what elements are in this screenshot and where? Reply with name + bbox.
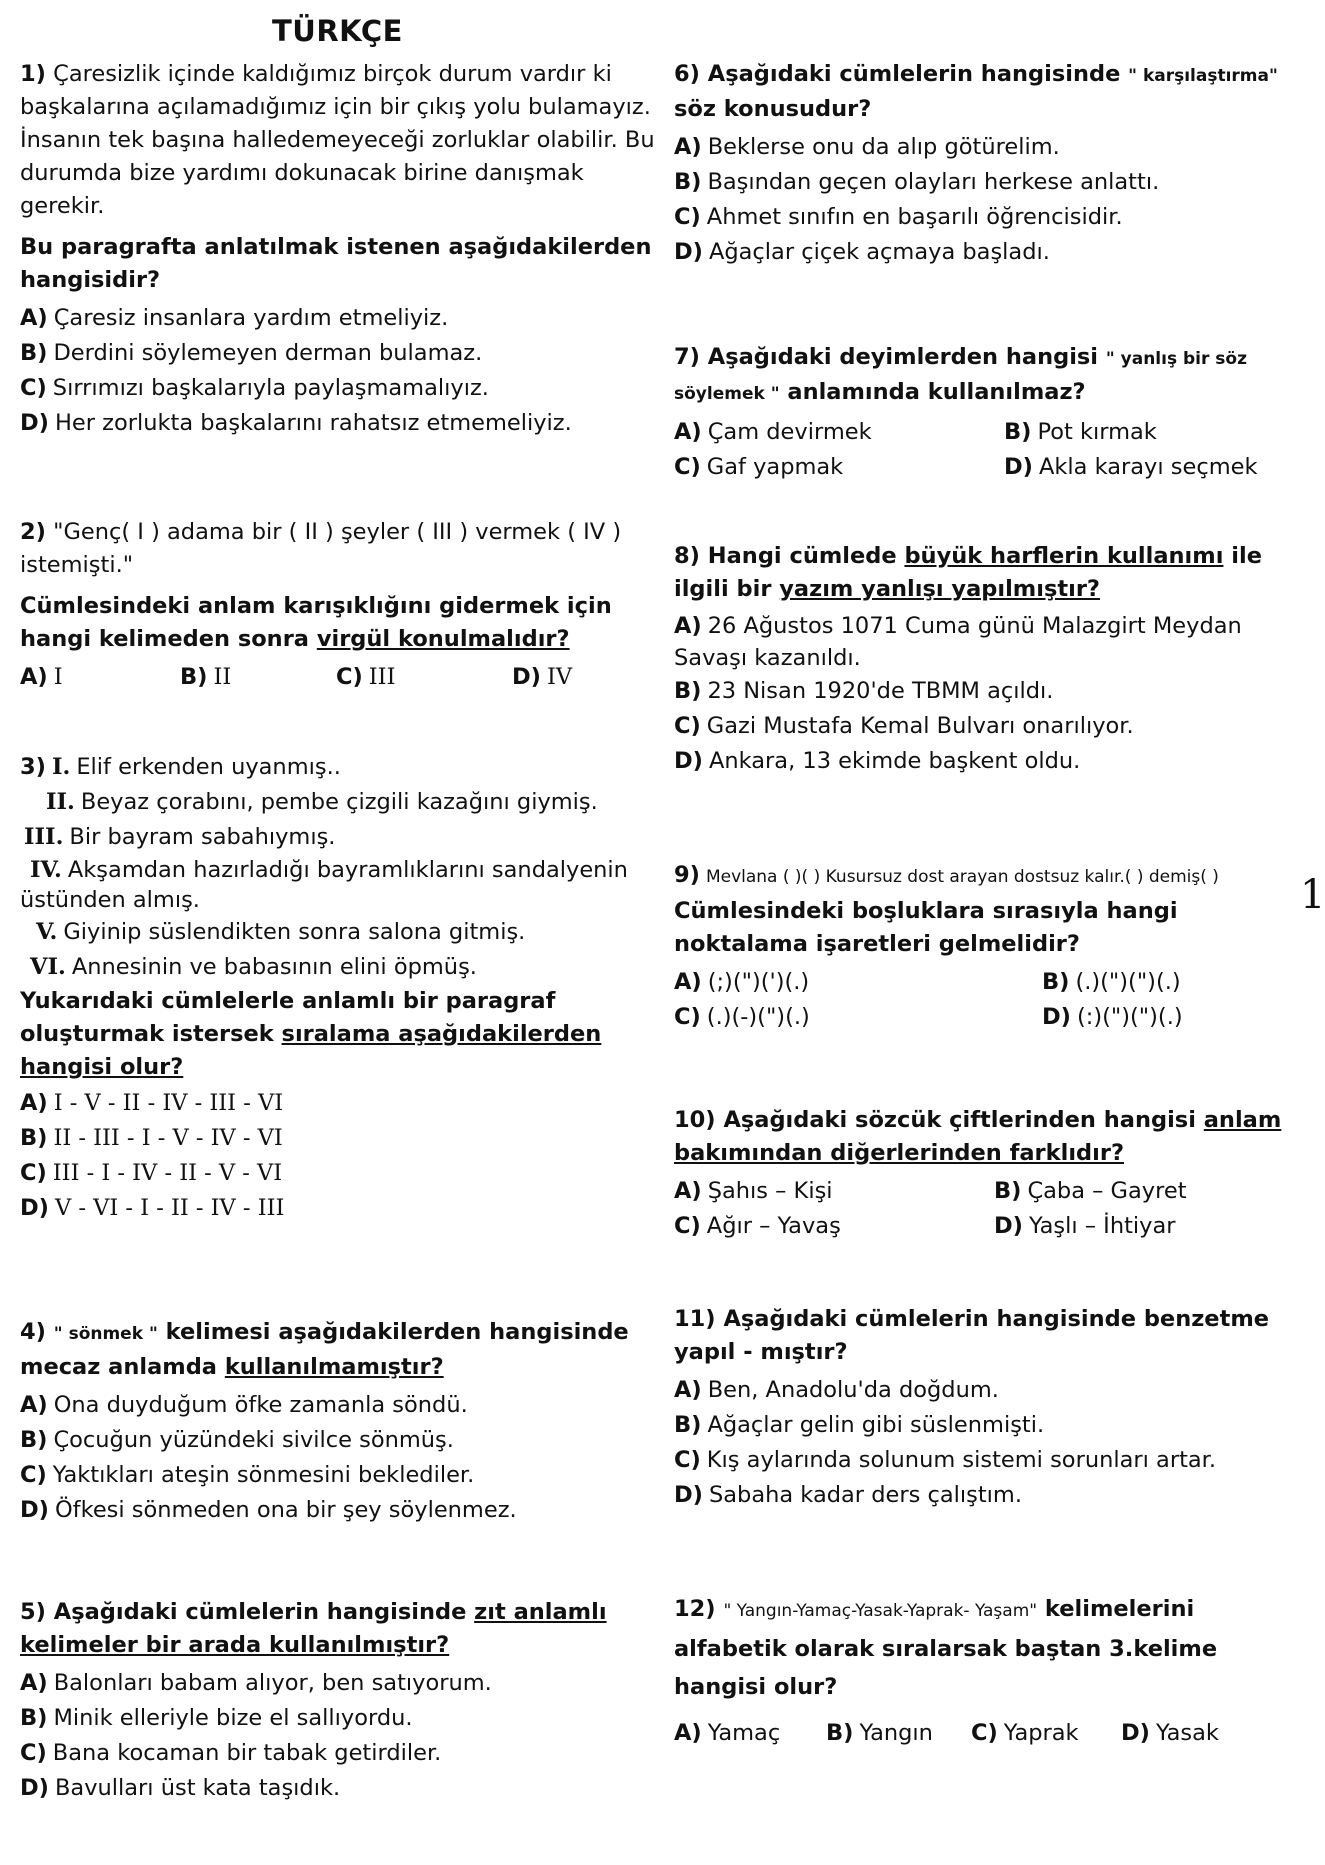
q9-option-a[interactable]: A) (;)(")(')(.) (674, 969, 810, 995)
q7-option-c[interactable]: C) Gaf yapmak (674, 454, 844, 480)
q2-text: 2) "Genç( I ) adama bir ( II ) şeyler ( III ) vermek ( IV ) istemişti." (20, 519, 622, 578)
q7-options-row2 (674, 450, 1314, 485)
q3-item-4-cont: üstünden almış. (20, 887, 200, 913)
q12-option-c[interactable]: C) Yaprak (971, 1720, 1079, 1746)
q3-item-6: VI. Annesinin ve babasının elini öpmüş. (30, 954, 477, 980)
q2-question: Cümlesindeki anlam karışıklığını gidermek için hangi kelimeden sonra virgül konulmalıdır? (20, 593, 612, 652)
q3-option-a[interactable]: A) I - V - II - IV - III - VI (20, 1090, 284, 1116)
q2-option-a[interactable]: A) I (20, 664, 63, 690)
q7-option-b[interactable]: B) Pot kırmak (1004, 419, 1157, 445)
q2-option-c[interactable]: C) III (336, 664, 396, 690)
q1-text: Çaresizlik içinde kaldığımız birçok durum vardır ki başkalarına açılamadığımız için bir çıkış yolu bulamayız. İnsanın tek başına halledemeyeceği zorluklar olabilir. Bu durumda bize yardımı dokunacak birine danışmak gerekir. (20, 61, 655, 219)
question-12 (674, 1590, 1314, 1751)
question-1 (20, 58, 660, 441)
q7-question: 7) Aşağıdaki deyimlerden hangisi " yanlış bir söz söylemek " anlamında kullanılmaz? (674, 344, 1247, 405)
q6-option-d[interactable]: D) Ağaçlar çiçek açmaya başladı. (674, 239, 1050, 265)
q6-option-b[interactable]: B) Başından geçen olayları herkese anlattı. (674, 169, 1160, 195)
q11-option-b[interactable]: B) Ağaçlar gelin gibi süslenmişti. (674, 1412, 1045, 1438)
question-8 (674, 540, 1314, 779)
q10-option-a[interactable]: A) Şahıs – Kişi (674, 1178, 833, 1204)
q11-question: 11) Aşağıdaki cümlelerin hangisinde benzetme yapıl - mıştır? (674, 1306, 1270, 1365)
page-title: TÜRKÇE (272, 14, 403, 48)
page-number: 1 (1300, 872, 1325, 918)
question-9 (674, 858, 1314, 1035)
q3-option-d[interactable]: D) V - VI - I - II - IV - III (20, 1195, 285, 1221)
q4-option-b[interactable]: B) Çocuğun yüzündeki sivilce sönmüş. (20, 1427, 454, 1453)
q3-option-b[interactable]: B) II - III - I - V - IV - VI (20, 1125, 283, 1151)
q9-question: Cümlesindeki boşluklara sırasıyla hangi noktalama işaretleri gelmelidir? (674, 898, 1178, 957)
q1-passage (20, 58, 660, 223)
q9-option-b[interactable]: B) (.)(")(")(.) (1042, 969, 1181, 995)
q1-option-b[interactable]: B) Derdini söylemeyen derman bulamaz. (20, 340, 483, 366)
q11-option-d[interactable]: D) Sabaha kadar ders çalıştım. (674, 1482, 1022, 1508)
q5-option-c[interactable]: C) Bana kocaman bir tabak getirdiler. (20, 1740, 442, 1766)
q5-option-a[interactable]: A) Balonları babam alıyor, ben satıyorum. (20, 1670, 492, 1696)
q1-option-c[interactable]: C) Sırrımızı başkalarıyla paylaşmamalıyız. (20, 375, 489, 401)
q6-option-a[interactable]: A) Beklerse onu da alıp götürelim. (674, 134, 1060, 160)
q4-option-a[interactable]: A) Ona duyduğum öfke zamanla söndü. (20, 1392, 468, 1418)
q10-question: 10) Aşağıdaki sözcük çiftlerinden hangisi anlam bakımından diğerlerinden farklıdır? (674, 1107, 1282, 1166)
q12-option-b[interactable]: B) Yangın (826, 1720, 933, 1746)
q2-option-b[interactable]: B) II (180, 664, 232, 690)
q4-option-c[interactable]: C) Yaktıkları ateşin sönmesini beklediler. (20, 1462, 475, 1488)
q8-option-b[interactable]: B) 23 Nisan 1920'de TBMM açıldı. (674, 678, 1054, 704)
q3-item-4: IV. Akşamdan hazırladığı bayramlıklarını sandalyenin (30, 857, 628, 883)
q11-option-a[interactable]: A) Ben, Anadolu'da doğdum. (674, 1377, 999, 1403)
q12-question: 12) " Yangın-Yamaç-Yasak-Yaprak- Yaşam" kelimelerini alfabetik olarak sıralarsak baştan 3.kelime hangisi olur? (674, 1596, 1218, 1700)
q9-options-row2 (674, 1000, 1314, 1035)
q5-question: 5) Aşağıdaki cümlelerin hangisinde zıt anlamlı kelimeler bir arada kullanılmıştır? (20, 1599, 607, 1658)
question-10 (674, 1104, 1314, 1244)
question-3 (20, 750, 660, 1226)
q10-options-row1 (674, 1174, 1314, 1209)
q4-question: 4) " sönmek " kelimesi aşağıdakilerden hangisinde mecaz anlamda kullanılmamıştır? (20, 1319, 629, 1380)
q11-option-c[interactable]: C) Kış aylarında solunum sistemi sorunları artar. (674, 1447, 1217, 1473)
q9-text: 9) Mevlana ( )( ) Kusursuz dost arayan dostsuz kalır.( ) demiş( ) (674, 862, 1219, 888)
q10-option-b[interactable]: B) Çaba – Gayret (994, 1178, 1187, 1204)
q2-option-d[interactable]: D) IV (512, 664, 573, 690)
q9-options-row1 (674, 965, 1314, 1000)
question-6 (674, 58, 1314, 270)
question-2 (20, 516, 660, 695)
q9-option-c[interactable]: C) (.)(-)(")(.) (674, 1004, 810, 1030)
q1-option-d[interactable]: D) Her zorlukta başkalarını rahatsız etmemeliyiz. (20, 410, 572, 436)
q4-option-d[interactable]: D) Öfkesi sönmeden ona bir şey söylenmez. (20, 1497, 517, 1523)
question-7 (674, 341, 1314, 485)
q7-options-row1 (674, 415, 1314, 450)
q8-option-a[interactable]: A) 26 Ağustos 1071 Cuma günü Malazgirt Meydan Savaşı kazanıldı. (674, 613, 1242, 671)
q9-option-d[interactable]: D) (:)(")(")(.) (1042, 1004, 1183, 1030)
q2-options (20, 660, 660, 695)
q12-option-d[interactable]: D) Yasak (1121, 1720, 1219, 1746)
q10-option-c[interactable]: C) Ağır – Yavaş (674, 1213, 841, 1239)
question-4 (20, 1316, 660, 1528)
q3-item-1: 3) I. Elif erkenden uyanmış.. (20, 754, 341, 780)
question-5 (20, 1596, 660, 1806)
q10-options-row2 (674, 1209, 1314, 1244)
q3-option-c[interactable]: C) III - I - IV - II - V - VI (20, 1160, 283, 1186)
q12-option-a[interactable]: A) Yamaç (674, 1720, 781, 1746)
question-11 (674, 1303, 1314, 1513)
q6-question: 6) Aşağıdaki cümlelerin hangisinde " karşılaştırma" söz konusudur? (674, 61, 1278, 122)
q5-option-d[interactable]: D) Bavulları üst kata taşıdık. (20, 1775, 341, 1801)
q5-option-b[interactable]: B) Minik elleriyle bize el sallıyordu. (20, 1705, 413, 1731)
q1-option-a[interactable]: A) Çaresiz insanlara yardım etmeliyiz. (20, 305, 449, 331)
q1-question: Bu paragrafta anlatılmak istenen aşağıdakilerden hangisidir? (20, 234, 652, 293)
q1-number: 1) (20, 61, 46, 87)
q3-item-3: III. Bir bayram sabahıymış. (24, 824, 336, 850)
q8-option-d[interactable]: D) Ankara, 13 ekimde başkent oldu. (674, 748, 1081, 774)
q12-options (674, 1716, 1314, 1751)
q3-item-5: V. Giyinip süslendikten sonra salona gitmiş. (36, 919, 526, 945)
q7-option-a[interactable]: A) Çam devirmek (674, 419, 872, 445)
q10-option-d[interactable]: D) Yaşlı – İhtiyar (994, 1213, 1176, 1239)
q6-option-c[interactable]: C) Ahmet sınıfın en başarılı öğrencisidir. (674, 204, 1123, 230)
q7-option-d[interactable]: D) Akla karayı seçmek (1004, 454, 1258, 480)
q8-option-c[interactable]: C) Gazi Mustafa Kemal Bulvarı onarılıyor. (674, 713, 1134, 739)
q3-item-2: II. Beyaz çorabını, pembe çizgili kazağını giymiş. (46, 789, 598, 815)
q8-question: 8) Hangi cümlede büyük harflerin kullanımı ile ilgili bir yazım yanlışı yapılmıştır? (674, 543, 1262, 602)
q3-question: Yukarıdaki cümlelerle anlamlı bir paragraf oluşturmak istersek sıralama aşağıdakilerden hangisi olur? (20, 988, 602, 1080)
